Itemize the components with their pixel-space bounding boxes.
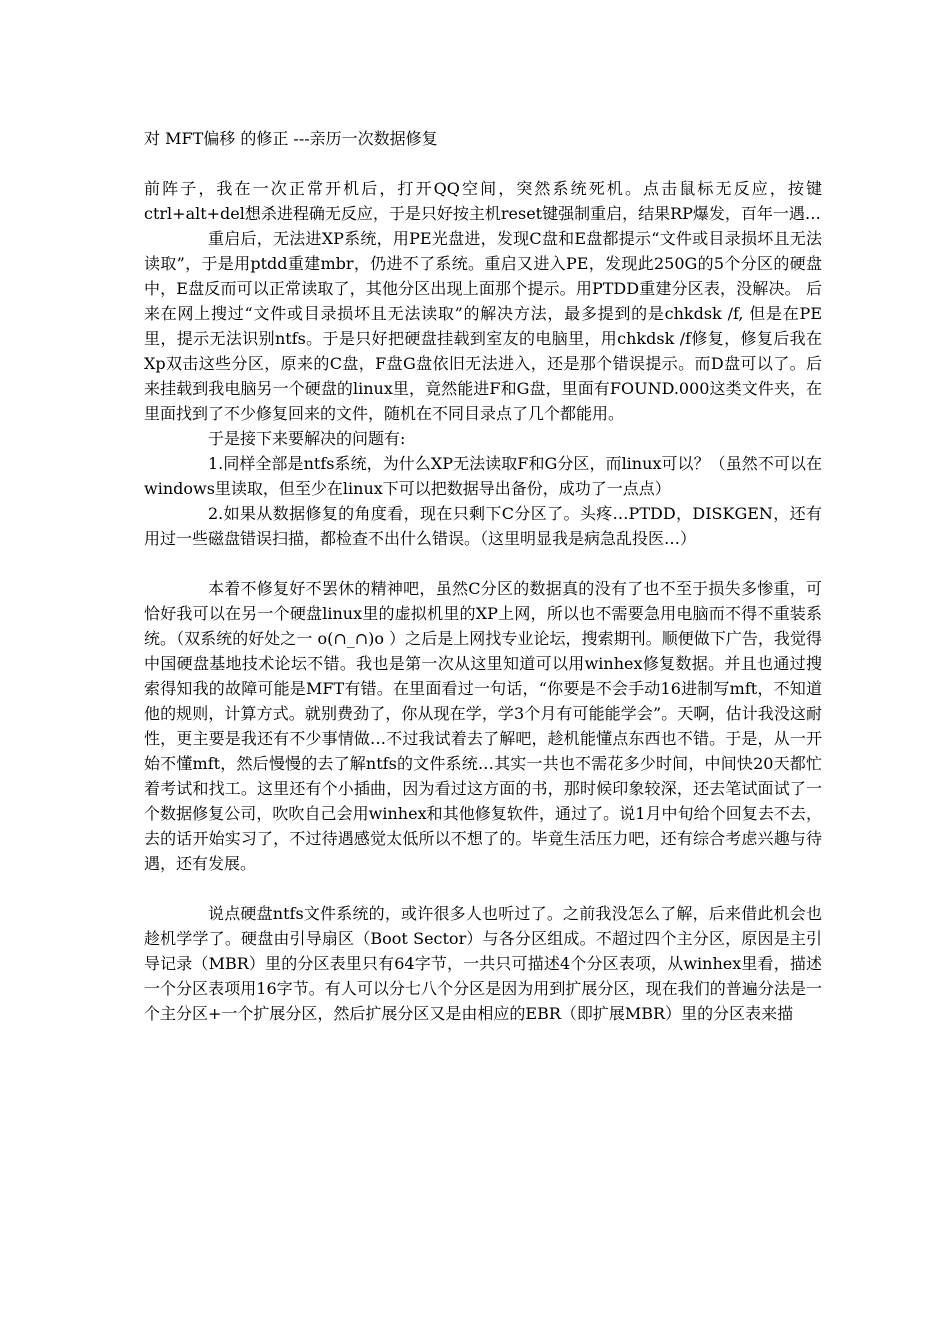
paragraph-problem-2: 2.如果从数据修复的角度看，现在只剩下C分区了。头疼…PTDD，DISKGEN，还有用过一些磁盘错误扫描，都检查不出什么错误。（这里明显我是病急乱投医…） [144, 504, 822, 548]
spacer [144, 551, 822, 576]
paragraph-problems-heading: 于是接下来要解决的问题有: [208, 429, 406, 448]
paragraph-problem-1: 1.同样全部是ntfs系统，为什么XP无法读取F和G分区，而linux可以？（虽然不可以在windows里读取，但至少在linux下可以把数据导出备份，成功了一点点） [144, 454, 822, 498]
spacer [144, 151, 822, 176]
paragraph-repair-spirit: 本着不修复好不罢休的精神吧，虽然C分区的数据真的没有了也不至于损失多惨重，可恰好我可以在另一个硬盘linux里的虚拟机里的XP上网，所以也不需要急用电脑而不得不重装系统。（双系统的好处之一 o(∩_∩)o ）之后是上网找专业论坛，搜索期刊。顺便做下广告，我觉得中国硬盘基地技术论坛不错。我也是第一次从这里知道可以用winhex修复数据。并且也通过搜索得知我的故障可能是MFT有错。在里面看过一句话，“你要是不会手动16进制写mft，不知道他的规则，计算方式。就别费劲了，你从现在学，学3个月有可能能学会”。天啊，估计我没这耐性，更主要是我还有不少事情做…不过我试着去了解吧，趁机能懂点东西也不错。于是，从一开始不懂mft，然后慢慢的去了解ntfs的文件系统…其实一共也不需花多少时间，中间快20天都忙着考试和找工。这里还有个小插曲，因为看过这方面的书，那时候印象较深，还去笔试面试了一个数据修复公司，吹吹自己会用winhex和其他修复软件，通过了。说1月中旬给个回复去不去，去的话开始实习了，不过待遇感觉太低所以不想了的。毕竟生活压力吧，还有综合考虑兴趣与待遇，还有发展。 [144, 579, 822, 873]
paragraph-restart: 重启后，无法进XP系统，用PE光盘进，发现C盘和E盘都提示“文件或目录损坏且无法读取”，于是用ptdd重建mbr，仍进不了系统。重启又进入PE，发现此250G的5个分区的硬盘中，E盘反而可以正常读取了，其他分区出现上面那个提示。用PTDD重建分区表，没解决。 后来在网上搜过“文件或目录损坏且无法读取”的解决方法，最多提到的是chkdsk /f, 但是在PE里，提示无法识别ntfs。于是只好把硬盘挂载到室友的电脑里，用chkdsk /f修复，修复后我在Xp双击这些分区，原来的C盘，F盘G盘依旧无法进入，还是那个错误提示。而D盘可以了。后来挂载到我电脑另一个硬盘的linux里，竟然能进F和G盘，里面有FOUND.000这类文件夹，在里面找到了不少修复回来的文件，随机在不同目录点了几个都能用。 [144, 229, 822, 423]
document-body [144, 126, 822, 1026]
spacer [144, 876, 822, 901]
paragraph-ntfs: 说点硬盘ntfs文件系统的，或许很多人也听过了。之前我没怎么了解，后来借此机会也趁机学学了。硬盘由引导扇区（Boot Sector）与各分区组成。不超过四个主分区，原因是主引导记录（MBR）里的分区表里只有64字节，一共只可描述4个分区表项，从winhex里看，描述一个分区表项用16字节。有人可以分七八个分区是因为用到扩展分区，现在我们的普遍分法是一个主分区+一个扩展分区，然后扩展分区又是由相应的EBR（即扩展MBR）里的分区表来描 [144, 904, 822, 1023]
document-title: 对 MFT偏移 的修正 ---亲历一次数据修复 [144, 129, 438, 148]
paragraph-intro: 前阵子，我在一次正常开机后，打开QQ空间，突然系统死机。点击鼠标无反应，按键ctrl+alt+del想杀进程确无反应，于是只好按主机reset键强制重启，结果RP爆发，百年一遇… [144, 179, 822, 223]
